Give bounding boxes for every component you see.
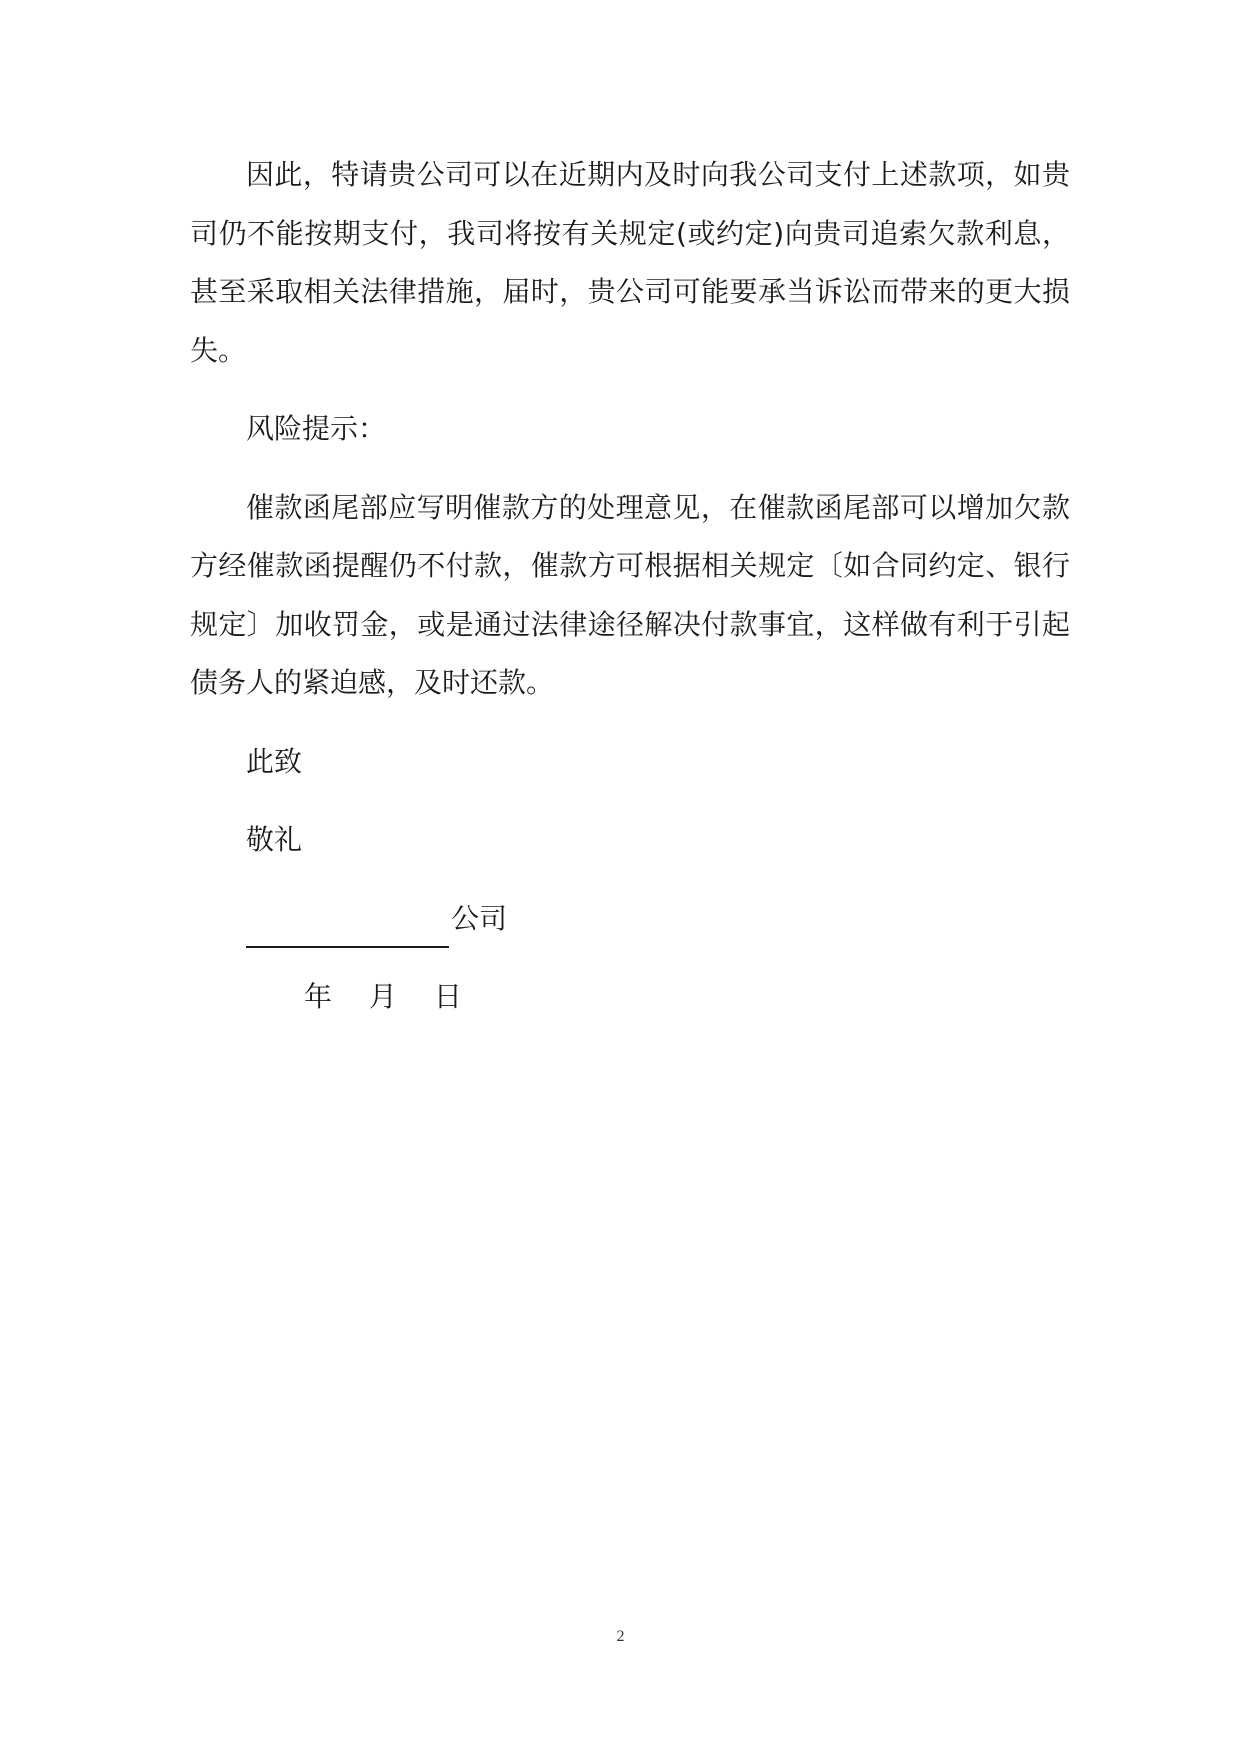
signature-suffix: 公司: [451, 901, 508, 935]
page-number: 2: [616, 1628, 625, 1645]
date-day: 日: [433, 980, 462, 1013]
paragraph-risk-tip: 催款函尾部应写明催款方的处理意见，在催款函尾部可以增加欠款方经催款函提醒仍不付款，催款方可根据相关规定〔如合同约定、银行规定〕加收罚金，或是通过法律途径解决付款事宜，这样做有利于引起债务人的紧迫感，及时还款。: [190, 490, 1070, 699]
company-name-blank: [246, 916, 449, 948]
date-line: [190, 968, 1070, 1027]
date-month: 月: [368, 980, 397, 1013]
signature-line: [190, 890, 1070, 949]
letter-body: [190, 146, 1070, 1027]
paragraph-payment-request: 因此，特请贵公司可以在近期内及时向我公司支付上述款项，如贵司仍不能按期支付，我司将按有关规定(或约定)向贵司追索欠款利息，甚至采取相关法律措施，届时，贵公司可能要承当诉讼而带来的更大损失。: [190, 158, 1070, 367]
date-year: 年: [304, 980, 333, 1013]
paragraph-risk-heading: 风险提示：: [246, 412, 387, 445]
closing-line: 此致: [246, 744, 303, 778]
salutation-line: 敬礼: [246, 823, 303, 856]
